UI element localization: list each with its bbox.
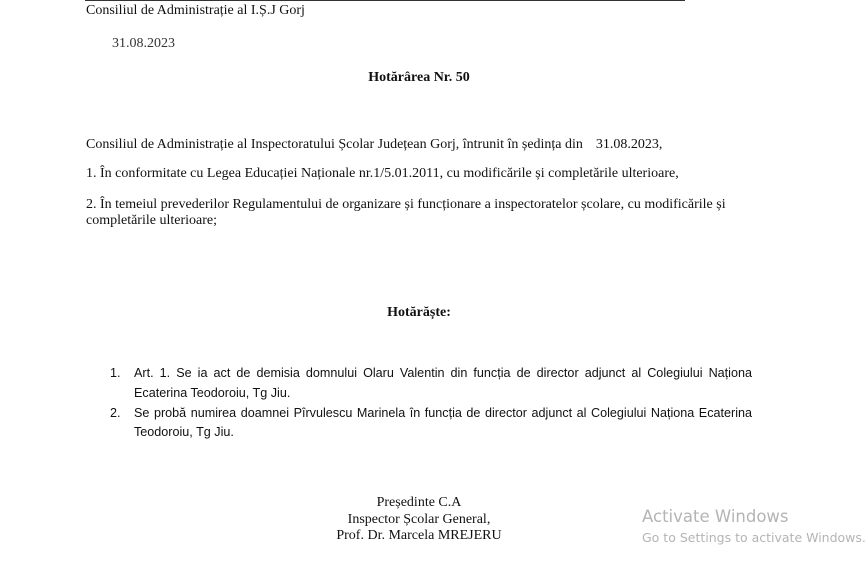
article-number: 1. [110, 366, 121, 380]
article-item [110, 404, 752, 444]
watermark-title: Activate Windows [642, 507, 789, 526]
preamble-paragraph-1: 1. În conformitate cu Legea Educației Naționale nr.1/5.01.2011, cu modificările și completările ulterioare, [86, 166, 679, 181]
signature-title: Inspector Școlar General, [347, 511, 491, 527]
top-rule-divider [85, 0, 685, 1]
article-item [110, 364, 752, 404]
preamble-intro [86, 137, 662, 153]
watermark-subtitle: Go to Settings to activate Windows. [642, 530, 866, 545]
decision-title: Hotărârea Nr. 50 [368, 70, 470, 85]
article-number: 2. [110, 405, 121, 420]
article-text: Art. 1. Se ia act de demisia domnului Olaru Valentin din funcția de director adjunct al Colegiului Naționa Ecaterina Teodoroiu, Tg Jiu. [134, 366, 752, 400]
signature-name: Prof. Dr. Marcela MREJERU [336, 528, 502, 543]
article-text: Se probă numirea doamnei Pîrvulescu Marinela în funcția de director adjunct al Colegiului Naționa Ecaterina Teodoroiu, Tg Jiu. [134, 405, 752, 440]
signature-block [300, 495, 538, 545]
signature-role: Președinte C.A [376, 495, 462, 510]
articles-list [110, 364, 752, 443]
decides-heading: Hotărăște: [387, 305, 451, 320]
activate-windows-watermark [642, 506, 866, 548]
preamble-paragraph-2: 2. În temeiul prevederilor Regulamentului de organizare și funcționare a inspectoratelor școlare, cu modificările și completările ulterioare; [86, 197, 726, 228]
header-date: 31.08.2023 [112, 36, 175, 51]
preamble-intro-date: 31.08.2023, [595, 137, 663, 152]
preamble-intro-text: Consiliul de Administrație al Inspectoratului Școlar Județean Gorj, întrunit în ședința din [86, 137, 583, 152]
header-organization: Consiliul de Administrație al I.Ș.J Gorj [86, 3, 305, 18]
